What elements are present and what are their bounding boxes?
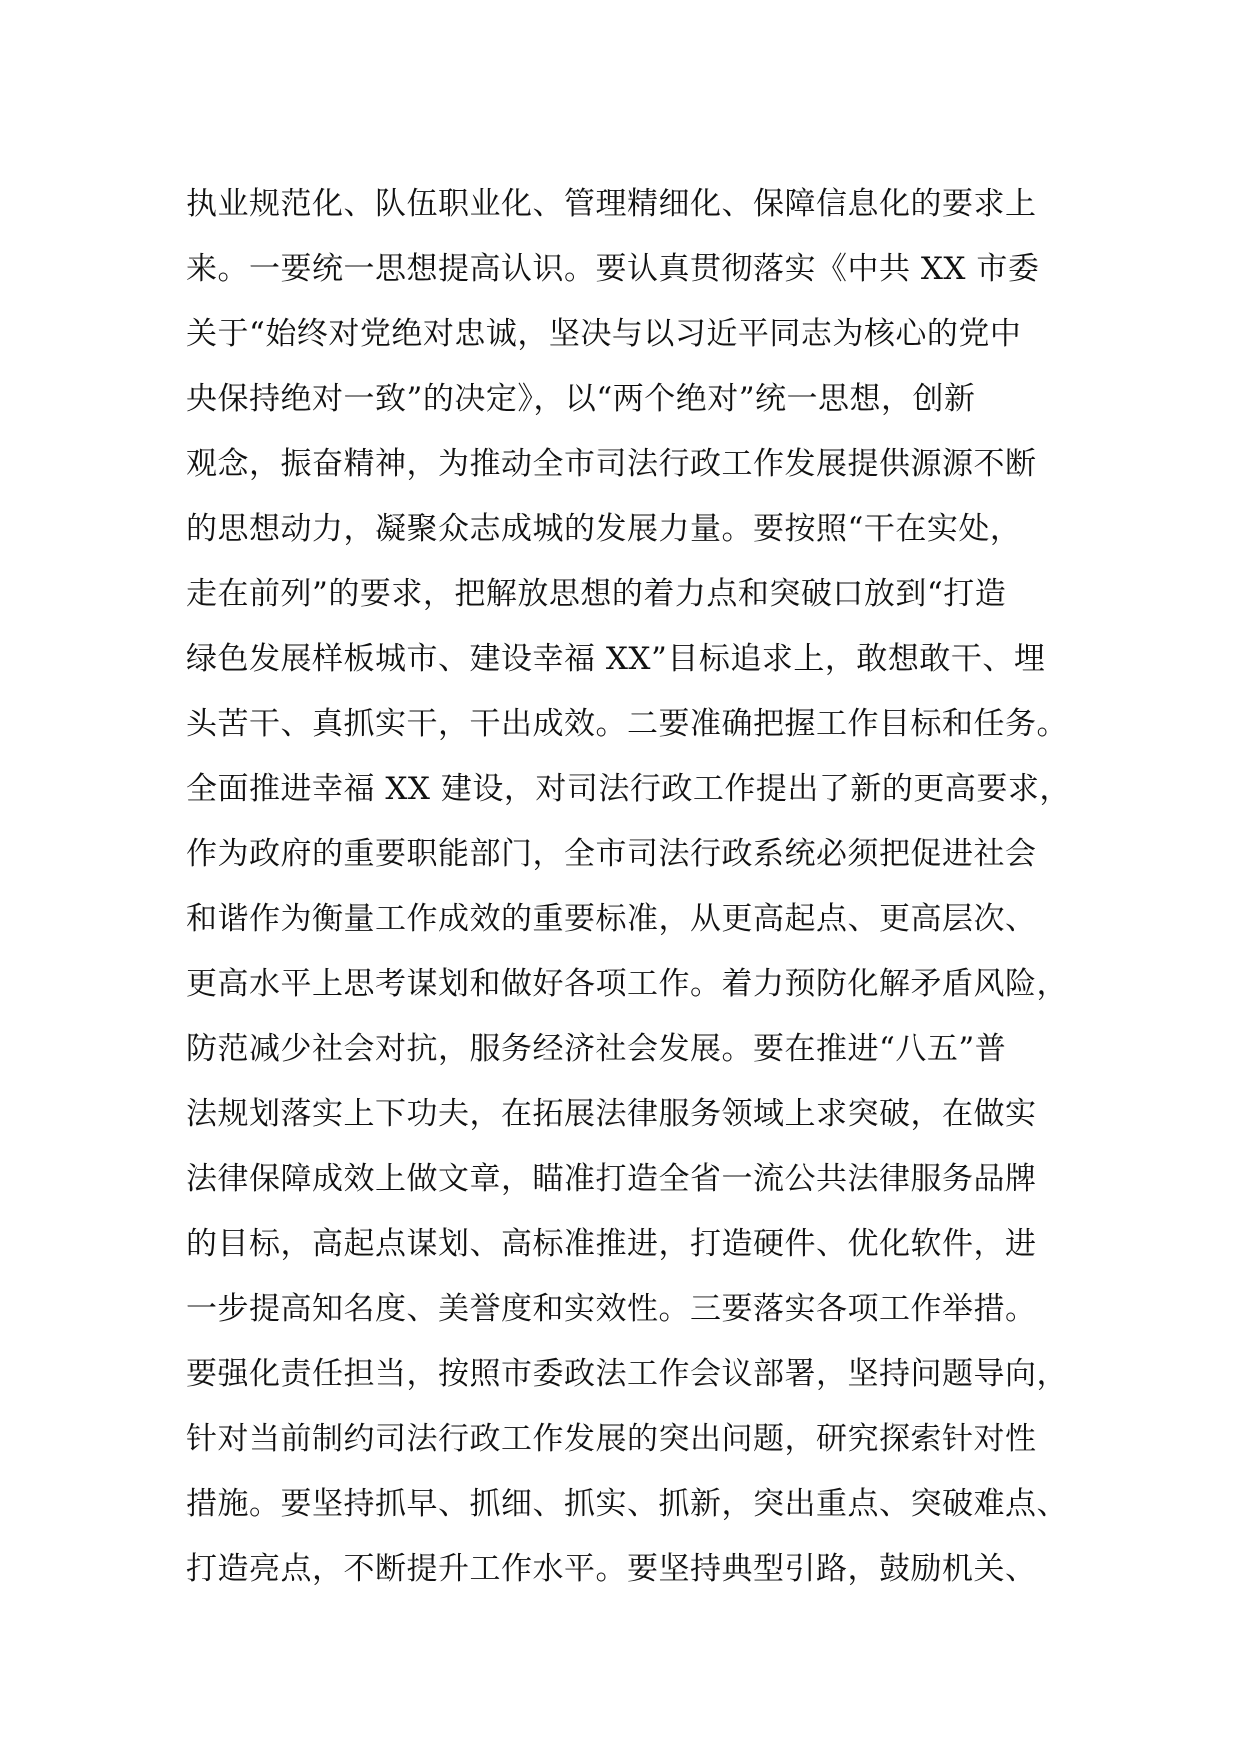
text-line: 绿色发展样板城市、建设幸福 XX”目标追求上，敢想敢干、埋 (186, 641, 1046, 677)
text-line: 走在前列”的要求，把解放思想的着力点和突破口放到“打造 (186, 576, 1007, 612)
text-line: 全面推进幸福 XX 建设，对司法行政工作提出了新的更高要求， (186, 771, 1071, 807)
text-line: 更高水平上思考谋划和做好各项工作。着力预防化解矛盾风险， (186, 966, 1068, 1002)
text-line: 一步提高知名度、美誉度和实效性。三要落实各项工作举措。 (186, 1291, 1037, 1327)
text-line: 关于“始终对党绝对忠诚，坚决与以习近平同志为核心的党中 (186, 316, 1022, 352)
text-line: 和谐作为衡量工作成效的重要标准，从更高起点、更高层次、 (186, 901, 1037, 937)
text-line: 头苦干、真抓实干，干出成效。二要准确把握工作目标和任务。 (186, 706, 1068, 742)
text-line: 防范减少社会对抗，服务经济社会发展。要在推进“八五”普 (186, 1031, 1007, 1067)
body-text (186, 172, 1086, 1602)
text-line: 打造亮点，不断提升工作水平。要坚持典型引路，鼓励机关、 (186, 1551, 1037, 1587)
text-line: 作为政府的重要职能部门，全市司法行政系统必须把促进社会 (186, 836, 1037, 872)
text-line: 观念，振奋精神，为推动全市司法行政工作发展提供源源不断 (186, 446, 1037, 482)
text-line: 要强化责任担当，按照市委政法工作会议部署，坚持问题导向， (186, 1356, 1068, 1392)
text-line: 来。一要统一思想提高认识。要认真贯彻落实《中共 XX 市委 (186, 251, 1040, 287)
text-line: 央保持绝对一致”的决定》，以“两个绝对”统一思想，创新 (186, 381, 976, 417)
text-line: 执业规范化、队伍职业化、管理精细化、保障信息化的要求上 (186, 186, 1037, 222)
text-line: 的目标，高起点谋划、高标准推进，打造硬件、优化软件，进 (186, 1226, 1037, 1262)
text-line: 的思想动力，凝聚众志成城的发展力量。要按照“干在实处， (186, 511, 1022, 547)
text-line: 针对当前制约司法行政工作发展的突出问题，研究探索针对性 (186, 1421, 1037, 1457)
text-line: 措施。要坚持抓早、抓细、抓实、抓新，突出重点、突破难点、 (186, 1486, 1068, 1522)
text-line: 法律保障成效上做文章，瞄准打造全省一流公共法律服务品牌 (186, 1161, 1037, 1197)
text-line: 法规划落实上下功夫，在拓展法律服务领域上求突破，在做实 (186, 1096, 1037, 1132)
